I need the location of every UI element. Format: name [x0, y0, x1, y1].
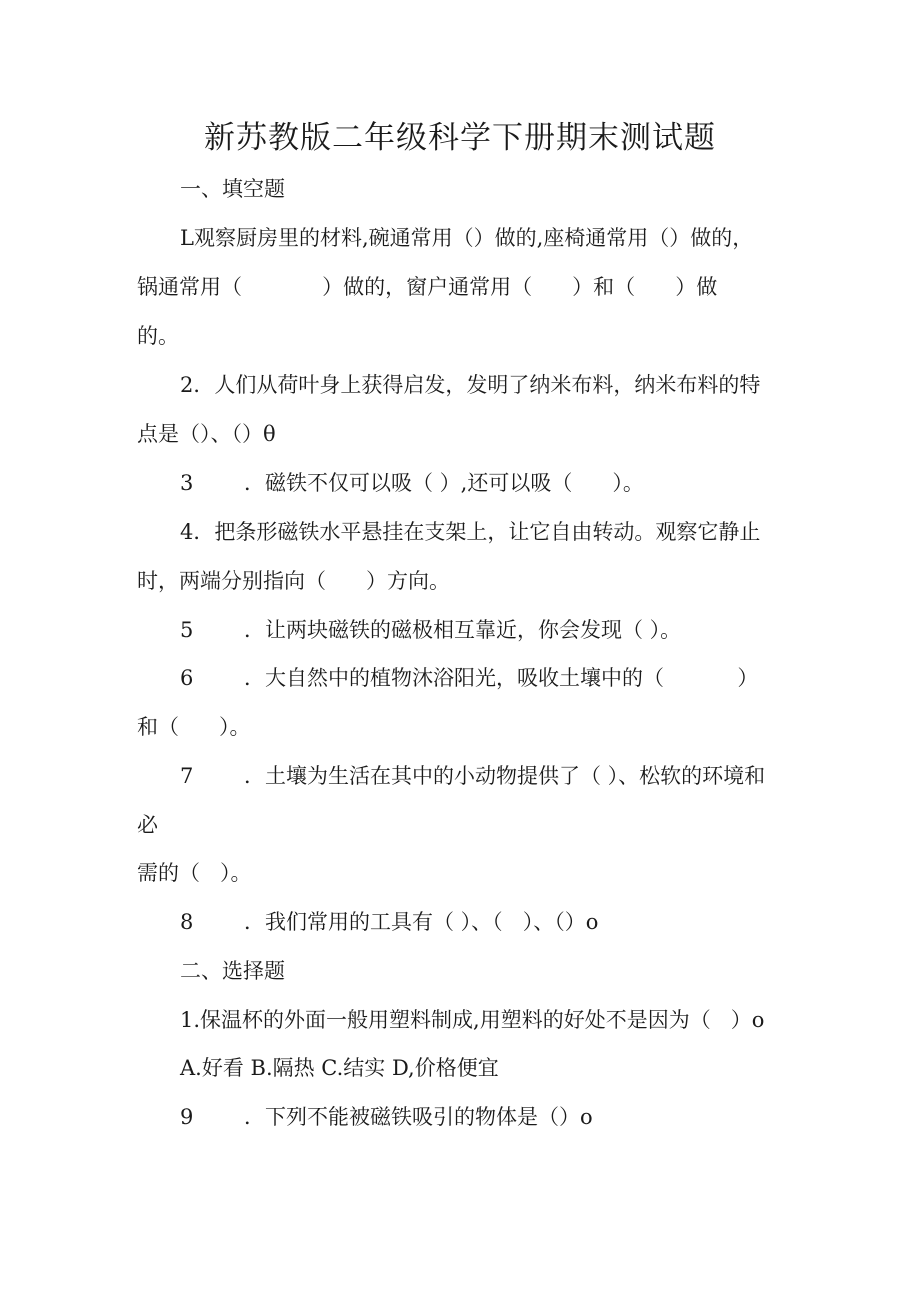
question-number: 9: [180, 1105, 194, 1129]
question-1-line-1: L观察厨房里的材料,碗通常用（）做的,座椅通常用（）做的，: [180, 226, 754, 250]
question-number: 3: [180, 471, 194, 495]
question-text: ．下列不能被磁铁吸引的物体是（）o: [244, 1105, 593, 1129]
question-text: ．土壤为生活在其中的小动物提供了（ ）、松软的环境和: [244, 764, 766, 788]
question-1-line-3: 的。: [137, 324, 179, 348]
question-text: ．我们常用的工具有（ ）、（ ）、（）o: [244, 910, 599, 934]
question-number: 5: [180, 618, 194, 642]
question-7-line-3: 需的（ ）。: [137, 861, 252, 885]
page-title: 新苏教版二年级科学下册期末测试题: [204, 120, 716, 156]
question-6: [180, 663, 758, 693]
question-4-line-2: 时，两端分别指向（ ）方向。: [137, 569, 451, 593]
section-heading-multiple-choice: 二、选择题: [180, 959, 285, 983]
question-8: [180, 907, 598, 937]
question-4-line-1: 4．把条形磁铁水平悬挂在支架上，让它自由转动。观察它静止: [180, 520, 761, 544]
question-5: [180, 615, 681, 645]
choice-question-9: [180, 1102, 593, 1132]
question-2-line-1: 2．人们从荷叶身上获得启发，发明了纳米布料，纳米布料的特: [180, 373, 761, 397]
question-7: [180, 761, 765, 791]
choice-question-1: 1.保温杯的外面一般用塑料制成,用塑料的好处不是因为（ ）o: [180, 1008, 765, 1032]
question-6-line-2: 和（ ）。: [137, 715, 251, 739]
section-heading-fill-in: 一、填空题: [180, 177, 285, 201]
question-2-line-2: 点是（）、（）θ: [137, 422, 276, 446]
question-7-line-2: 必: [137, 813, 158, 837]
question-text: ．磁铁不仅可以吸（ ）,还可以吸（ ）。: [244, 471, 644, 495]
question-3: [180, 468, 644, 498]
question-1-line-2: 锅通常用（ ）做的，窗户通常用（ ）和（ ）做: [137, 275, 718, 299]
question-number: 8: [180, 910, 194, 934]
question-text: ．让两块磁铁的磁极相互靠近，你会发现（ ）。: [244, 618, 682, 642]
question-number: 7: [180, 764, 194, 788]
question-text: ．大自然中的植物沐浴阳光，吸收土壤中的（ ）: [244, 666, 759, 690]
question-number: 6: [180, 666, 194, 690]
choice-question-1-options: A.好看 B.隔热 C.结实 D,价格便宜: [180, 1056, 499, 1080]
